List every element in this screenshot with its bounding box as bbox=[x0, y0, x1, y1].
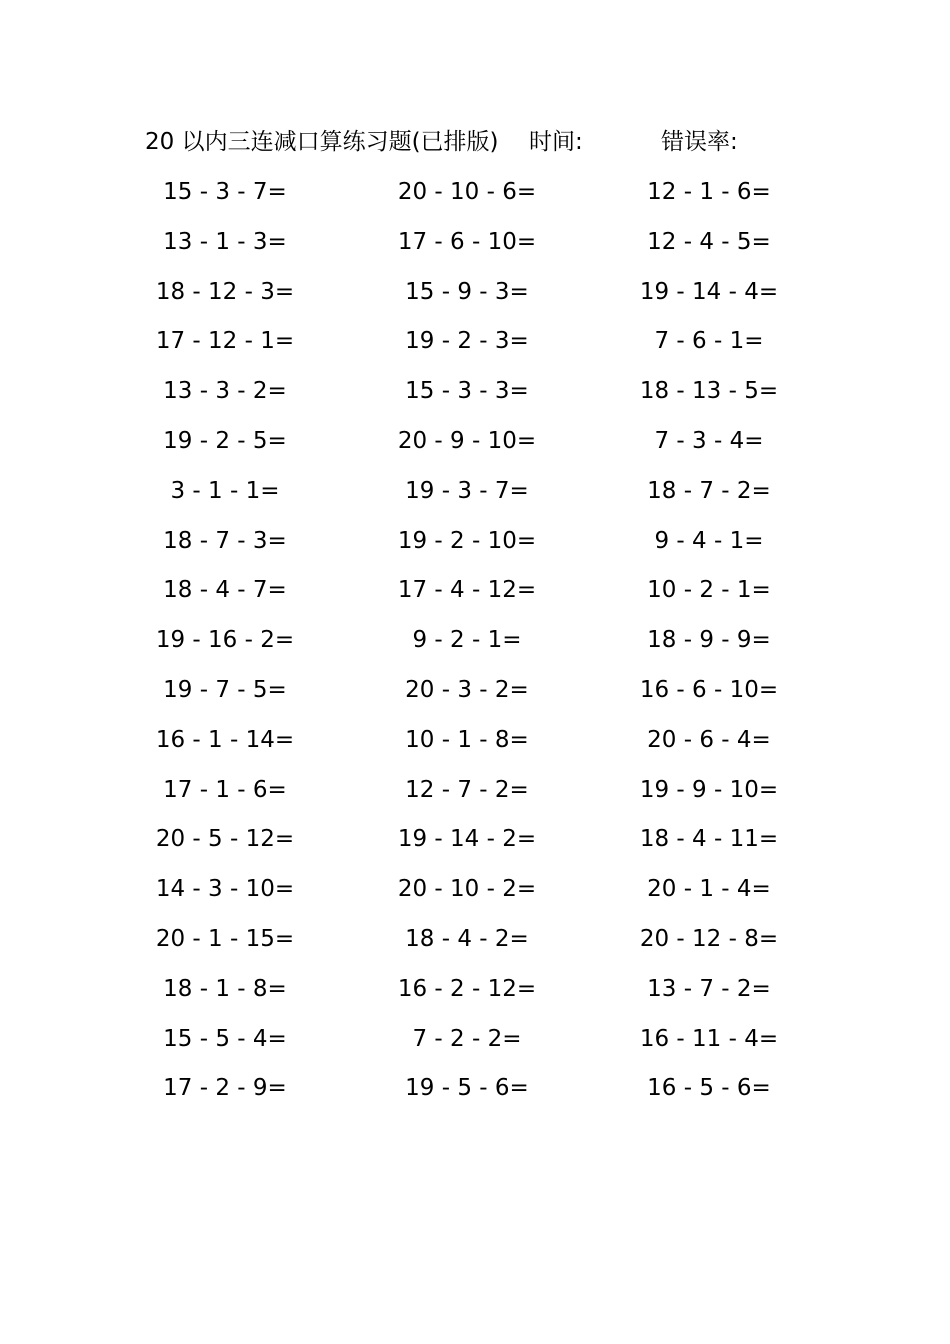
problem-item: 9 - 2 - 1= bbox=[412, 627, 522, 654]
problem-item: 17 - 4 - 12= bbox=[397, 577, 537, 604]
problem-item: 7 - 2 - 2= bbox=[412, 1025, 522, 1052]
problem-item: 19 - 5 - 6= bbox=[405, 1075, 529, 1102]
problem-item: 20 - 3 - 2= bbox=[405, 676, 529, 703]
problem-item: 16 - 6 - 10= bbox=[639, 676, 779, 703]
problem-row bbox=[120, 967, 820, 1017]
problem-row bbox=[120, 718, 820, 768]
problem-row bbox=[120, 867, 820, 917]
problem-item: 12 - 1 - 6= bbox=[647, 179, 771, 205]
problem-item: 20 - 9 - 10= bbox=[397, 427, 537, 454]
problem-item: 18 - 4 - 7= bbox=[163, 577, 287, 604]
problem-item: 13 - 3 - 2= bbox=[163, 378, 287, 405]
problem-row bbox=[120, 618, 820, 668]
problem-row bbox=[120, 519, 820, 569]
problem-row bbox=[120, 1066, 820, 1116]
time-label: 时间: bbox=[529, 129, 583, 155]
problem-item: 18 - 4 - 11= bbox=[639, 826, 779, 853]
problem-row bbox=[120, 817, 820, 867]
problem-item: 7 - 3 - 4= bbox=[654, 427, 764, 454]
problem-row bbox=[120, 369, 820, 419]
problem-item: 19 - 14 - 2= bbox=[397, 826, 537, 853]
problem-item: 16 - 11 - 4= bbox=[639, 1025, 779, 1052]
problem-item: 17 - 2 - 9= bbox=[163, 1075, 287, 1102]
problem-item: 20 - 5 - 12= bbox=[155, 826, 295, 853]
problem-item: 3 - 1 - 1= bbox=[170, 477, 280, 504]
worksheet-title: 20 以内三连减口算练习题(已排版) bbox=[145, 129, 499, 155]
problem-item: 10 - 1 - 8= bbox=[405, 726, 529, 753]
problem-item: 16 - 2 - 12= bbox=[397, 975, 537, 1002]
problem-item: 10 - 2 - 1= bbox=[647, 577, 771, 604]
problem-item: 15 - 5 - 4= bbox=[163, 1025, 287, 1052]
problem-item: 15 - 9 - 3= bbox=[405, 278, 529, 305]
problem-item: 14 - 3 - 10= bbox=[155, 876, 295, 903]
problem-item: 19 - 2 - 3= bbox=[405, 328, 529, 355]
problem-item: 18 - 4 - 2= bbox=[405, 925, 529, 952]
problem-row bbox=[120, 568, 820, 618]
problem-row bbox=[120, 668, 820, 718]
problem-item: 12 - 7 - 2= bbox=[405, 776, 529, 803]
problem-item: 17 - 1 - 6= bbox=[163, 776, 287, 803]
problem-row bbox=[120, 1017, 820, 1067]
problem-item: 17 - 6 - 10= bbox=[397, 228, 537, 255]
worksheet-header bbox=[145, 124, 845, 160]
problem-item: 15 - 3 - 3= bbox=[405, 378, 529, 405]
problem-row bbox=[120, 220, 820, 270]
problem-item: 18 - 7 - 2= bbox=[647, 477, 771, 504]
problem-item: 16 - 5 - 6= bbox=[647, 1075, 771, 1102]
problem-item: 18 - 1 - 8= bbox=[163, 975, 287, 1002]
problem-item: 20 - 1 - 15= bbox=[155, 925, 295, 952]
problem-row bbox=[120, 419, 820, 469]
problem-item: 13 - 1 - 3= bbox=[163, 228, 287, 255]
problem-item: 19 - 16 - 2= bbox=[155, 627, 295, 654]
problem-row bbox=[120, 170, 820, 220]
problem-item: 9 - 4 - 1= bbox=[654, 527, 764, 554]
error-rate-label: 错误率: bbox=[661, 129, 738, 155]
problem-item: 15 - 3 - 7= bbox=[163, 179, 287, 205]
problem-item: 19 - 7 - 5= bbox=[163, 676, 287, 703]
problem-item: 18 - 7 - 3= bbox=[163, 527, 287, 554]
problem-item: 19 - 2 - 5= bbox=[163, 427, 287, 454]
problem-item: 16 - 1 - 14= bbox=[155, 726, 295, 753]
problem-row bbox=[120, 270, 820, 320]
problem-row bbox=[120, 768, 820, 818]
problem-item: 20 - 6 - 4= bbox=[647, 726, 771, 753]
problem-item: 19 - 14 - 4= bbox=[639, 278, 779, 305]
problem-item: 20 - 12 - 8= bbox=[639, 925, 779, 952]
problem-item: 17 - 12 - 1= bbox=[155, 328, 295, 355]
problem-item: 18 - 9 - 9= bbox=[647, 627, 771, 654]
problem-grid bbox=[120, 170, 820, 1116]
problem-item: 18 - 13 - 5= bbox=[639, 378, 779, 405]
problem-item: 7 - 6 - 1= bbox=[654, 328, 764, 355]
problem-item: 19 - 9 - 10= bbox=[639, 776, 779, 803]
problem-item: 20 - 10 - 2= bbox=[397, 876, 537, 903]
problem-row bbox=[120, 917, 820, 967]
problem-item: 12 - 4 - 5= bbox=[647, 228, 771, 255]
problem-item: 19 - 2 - 10= bbox=[397, 527, 537, 554]
problem-item: 20 - 10 - 6= bbox=[397, 179, 537, 205]
problem-item: 19 - 3 - 7= bbox=[405, 477, 529, 504]
problem-row bbox=[120, 469, 820, 519]
problem-item: 13 - 7 - 2= bbox=[647, 975, 771, 1002]
problem-item: 18 - 12 - 3= bbox=[155, 278, 295, 305]
problem-row bbox=[120, 319, 820, 369]
problem-item: 20 - 1 - 4= bbox=[647, 876, 771, 903]
